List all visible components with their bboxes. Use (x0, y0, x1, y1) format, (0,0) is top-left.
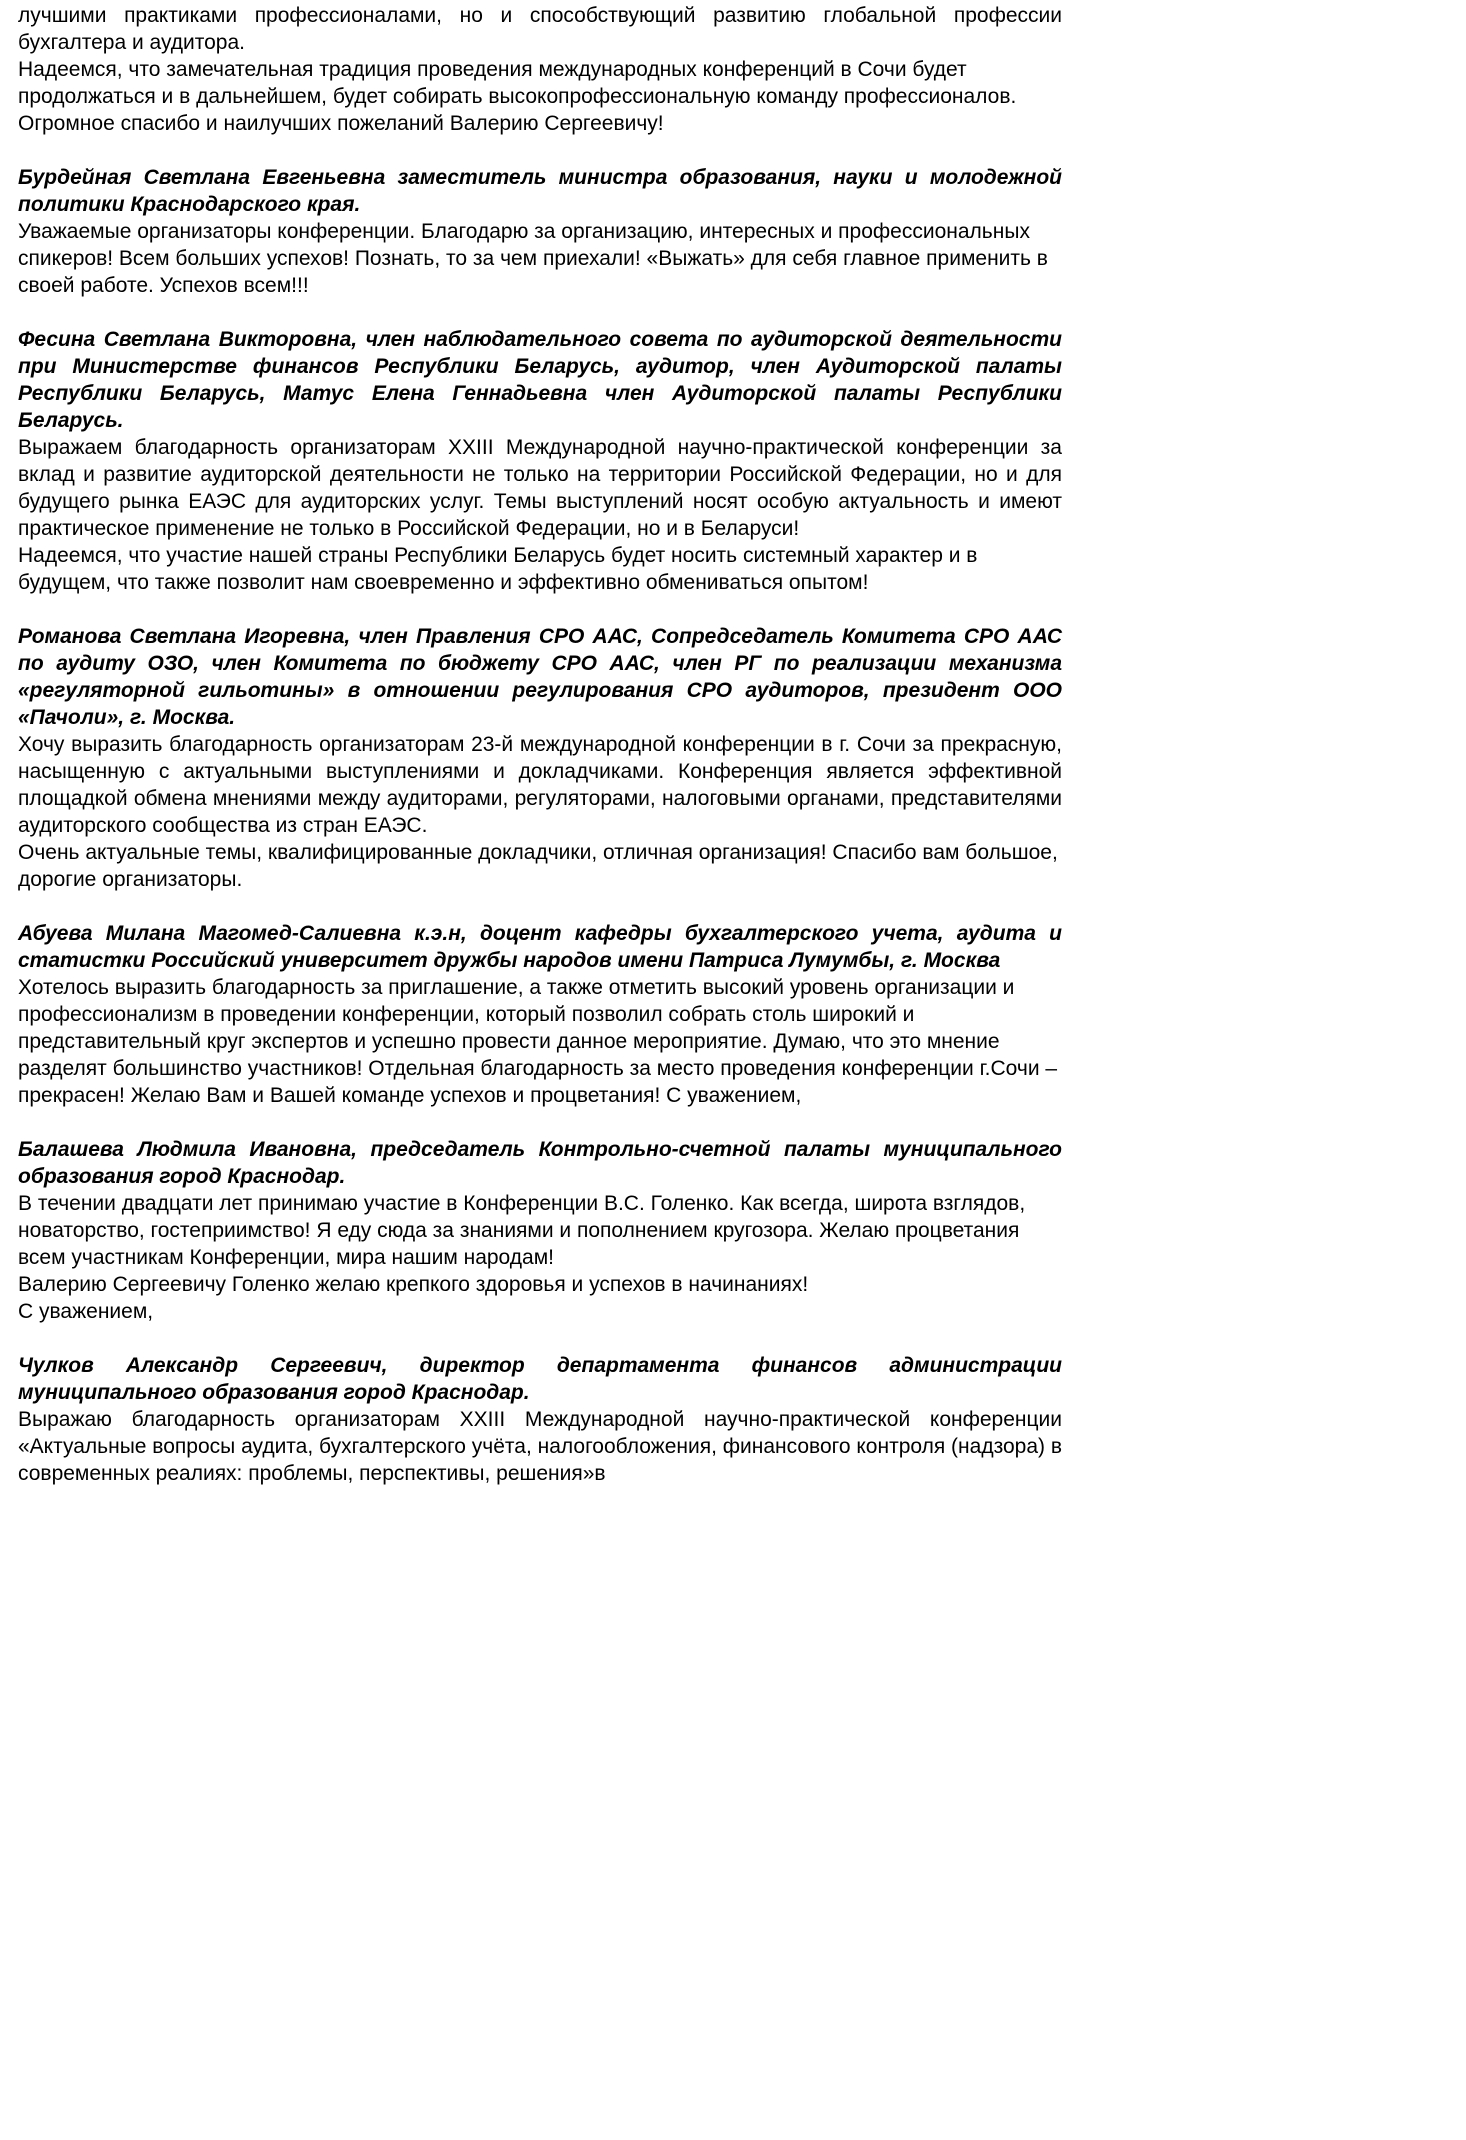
review-text: Надеемся, что участие нашей страны Республики Беларусь будет носить системный характер и в будущем, что также позволит нам своевременно и эффективно обмениваться опытом! (18, 544, 978, 594)
review-burdeynaya (18, 164, 1062, 299)
review-author-heading: Абуева Милана Магомед-Салиевна к.э.н, доцент кафедры бухгалтерского учета, аудита и статистки Российский университет дружбы народов имени Патриса Лумумбы, г. Москва (18, 922, 1062, 972)
review-author-heading: Бурдейная Светлана Евгеньевна заместитель министра образования, науки и молодежной политики Краснодарского края. (18, 166, 1062, 216)
review-text: Уважаемые организаторы конференции. Благодарю за организацию, интересных и профессиональных спикеров! Всем больших успехов! Познать, то за чем приехали! «Выжать» для себя главное применить в своей работе. Успехов всем!!! (18, 220, 1048, 297)
intro-paragraph-1: лучшими практиками профессионалами, но и способствующий развитию глобальной профессии бухгалтера и аудитора. (18, 4, 1062, 54)
intro-paragraph-2: Надеемся, что замечательная традиция проведения международных конференций в Сочи будет продолжаться и в дальнейшем, будет собирать высокопрофессиональную команду профессионалов. Огромное спасибо и наилучших пожеланий Валерию Сергеевичу! (18, 58, 1017, 135)
review-chulkov (18, 1352, 1062, 1487)
review-text: Выражаю благодарность организаторам XXIII Международной научно-практической конференции «Актуальные вопросы аудита, бухгалтерского учёта, налогообложения, финансового контроля (надзора) в современных реалиях: проблемы, перспективы, решения»в (18, 1408, 1062, 1485)
review-text: Выражаем благодарность организаторам XXIII Международной научно-практической конференции за вклад и развитие аудиторской деятельности не только на территории Российской Федерации, но и для будущего рынка ЕАЭС для аудиторских услуг. Темы выступлений носят особую актуальность и имеют практическое применение не только в Российской Федерации, но и в Беларуси! (18, 436, 1062, 540)
review-author-heading: Чулков Александр Сергеевич, директор департамента финансов администрации муниципального образования город Краснодар. (18, 1354, 1062, 1404)
document-page (18, 2, 1062, 1487)
review-author-heading: Фесина Светлана Викторовна, член наблюдательного совета по аудиторской деятельности при Министерстве финансов Республики Беларусь, аудитор, член Аудиторской палаты Республики Беларусь, Матус Елена Геннадьевна член Аудиторской палаты Республики Беларусь. (18, 328, 1062, 432)
review-text: Очень актуальные темы, квалифицированные докладчики, отличная организация! Спасибо вам большое, дорогие организаторы. (18, 841, 1058, 891)
review-author-heading: Романова Светлана Игоревна, член Правления СРО ААС, Сопредседатель Комитета СРО ААС по аудиту ОЗО, член Комитета по бюджету СРО ААС, член РГ по реализации механизма «регуляторной гильотины» в отношении регулирования СРО аудиторов, президент ООО «Пачоли», г. Москва. (18, 625, 1062, 729)
review-author-heading: Балашева Людмила Ивановна, председатель Контрольно-счетной палаты муниципального образования город Краснодар. (18, 1138, 1062, 1188)
review-text: В течении двадцати лет принимаю участие в Конференции В.С. Голенко. Как всегда, широта взглядов, новаторство, гостеприимство! Я еду сюда за знаниями и пополнением кругозора. Желаю процветания всем участникам Конференции, мира нашим народам! (18, 1192, 1026, 1269)
review-balasheva (18, 1136, 1062, 1325)
review-abueva (18, 920, 1062, 1109)
review-text: Хочу выразить благодарность организаторам 23-й международной конференции в г. Сочи за прекрасную, насыщенную с актуальными выступлениями и докладчиками. Конференция является эффективной площадкой обмена мнениями между аудиторами, регуляторами, налоговыми органами, представителями аудиторского сообщества из стран ЕАЭС. (18, 733, 1062, 837)
review-text: Хотелось выразить благодарность за приглашение, а также отметить высокий уровень организации и профессионализм в проведении конференции, который позволил собрать столь широкий и представительный круг экспертов и успешно провести данное мероприятие. Думаю, что это мнение разделят большинство участников! Отдельная благодарность за место проведения конференции г.Сочи – прекрасен! Желаю Вам и Вашей команде успехов и процветания! С уважением, (18, 976, 1058, 1107)
review-text: Валерию Сергеевичу Голенко желаю крепкого здоровья и успехов в начинаниях! (18, 1273, 809, 1296)
review-text: С уважением, (18, 1300, 154, 1323)
review-fesina (18, 326, 1062, 596)
review-romanova (18, 623, 1062, 893)
